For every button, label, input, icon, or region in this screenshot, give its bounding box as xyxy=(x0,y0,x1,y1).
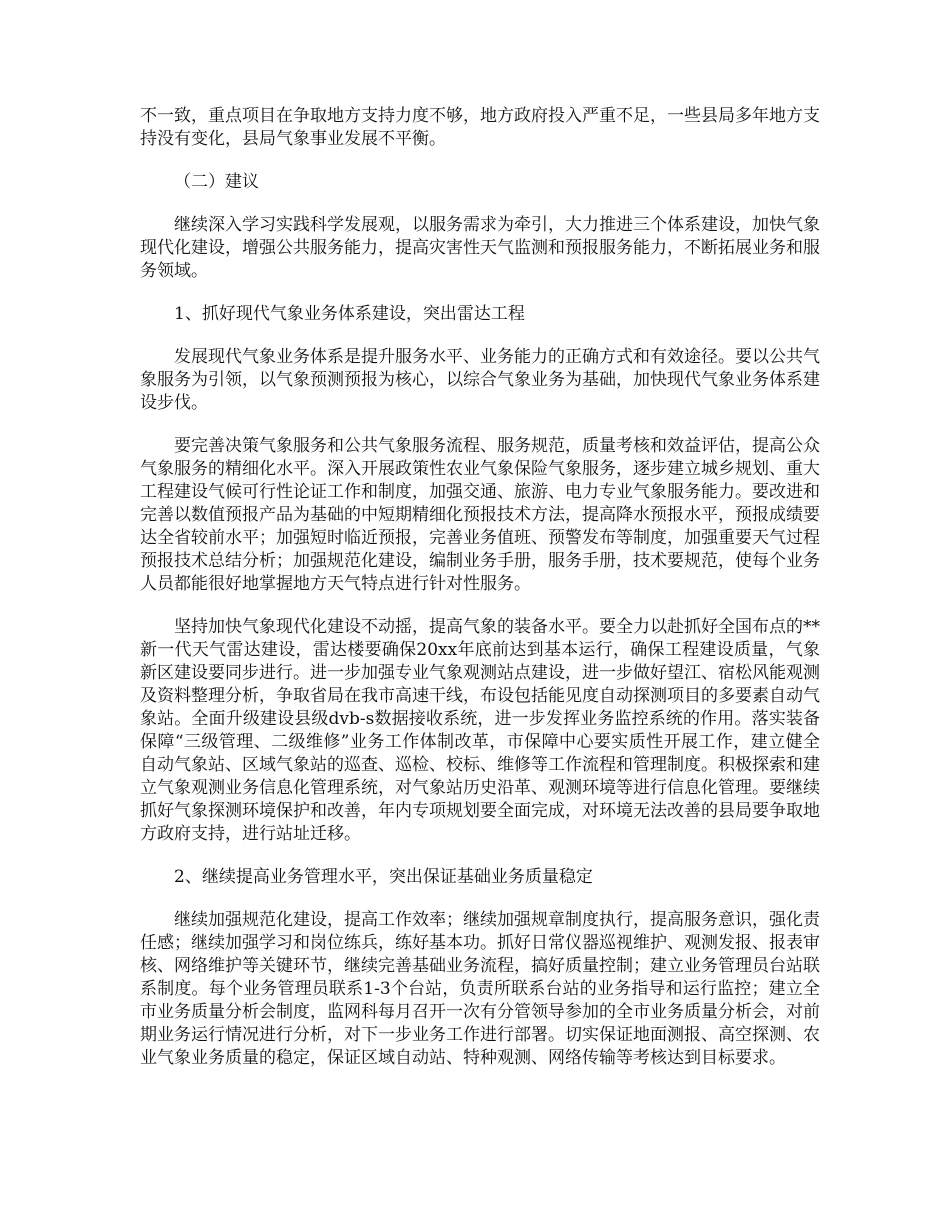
paragraph-standardization: 继续加强规范化建设，提高工作效率；继续加强规章制度执行，提高服务意识，强化责任感；继续加强学习和岗位练兵，练好基本功。抓好日常仪器巡视维护、观测发报、报表审核、网络维护等关键环节，继续完善基础业务流程，搞好质量控制；建立业务管理员台站联系制度。每个业务管理员联系1-3个台站，负责所联系台站的业务指导和运行监控；建立全市业务质量分析会制度，监网科每月召开一次有分管领导参加的全市业务质量分析会，对前期业务运行情况进行分析，对下一步业务工作进行部署。切实保证地面测报、高空探测、农业气象业务质量的稳定，保证区域自动站、特种观测、网络传输等考核达到目标要求。 xyxy=(140,910,820,1068)
paragraph-continuation: 不一致，重点项目在争取地方支持力度不够，地方政府投入严重不足，一些县局多年地方支持没有变化，县局气象事业发展不平衡。 xyxy=(140,106,820,149)
paragraph-service-process: 要完善决策气象服务和公共气象服务流程、服务规范，质量考核和效益评估，提高公众气象服务的精细化水平。深入开展政策性农业气象保险气象服务，逐步建立城乡规划、重大工程建设气候可行性论证工作和制度，加强交通、旅游、电力专业气象服务能力。要改进和完善以数值预报产品为基础的中短期精细化预报技术方法，提高降水预报水平，预报成绩要达全省较前水平；加强短时临近预报，完善业务值班、预警发布等制度，加强重要天气过程预报技术总结分析；加强规范化建设，编制业务手册，服务手册，技术要规范，使每个业务人员都能很好地掌握地方天气特点进行针对性服务。 xyxy=(140,436,820,594)
section-heading-suggestions: （二）建议 xyxy=(174,172,259,192)
paragraph-suggestions-intro: 继续深入学习实践科学发展观，以服务需求为牵引，大力推进三个体系建设，加快气象现代化建设，增强公共服务能力，提高灾害性天气监测和预报服务能力，不断拓展业务和服务领域。 xyxy=(140,215,820,281)
document-body xyxy=(140,105,820,1090)
subheading-2: 2、继续提高业务管理水平，突出保证基础业务质量稳定 xyxy=(174,867,593,887)
paragraph-modern-system: 发展现代气象业务体系是提升服务水平、业务能力的正确方式和有效途径。要以公共气象服务为引领，以气象预测预报为核心，以综合气象业务为基础，加快现代气象业务体系建设步伐。 xyxy=(140,347,820,413)
subheading-1: 1、抓好现代气象业务体系建设，突出雷达工程 xyxy=(174,304,525,324)
paragraph-modernization: 坚持加快气象现代化建设不动摇，提高气象的装备水平。要全力以赴抓好全国布点的**新一代天气雷达建设，雷达楼要确保20xx年底前达到基本运行，确保工程建设质量，气象新区建设要同步进行。进一步加强专业气象观测站点建设，进一步做好望江、宿松风能观测及资料整理分析，争取省局在我市高速干线，布设包括能见度自动探测项目的多要素自动气象站。全面升级建设县级dvb-s数据接收系统，进一步发挥业务监控系统的作用。落实装备保障“三级管理、二级维修”业务工作体制改革，市保障中心要实质性开展工作，建立健全自动气象站、区域气象站的巡查、巡检、校标、维修等工作流程和管理制度。积极探索和建立气象观测业务信息化管理系统，对气象站历史沿革、观测环境等进行信息化管理。要继续抓好气象探测环境保护和改善，年内专项规划要全面完成，对环境无法改善的县局要争取地方政府支持，进行站址迁移。 xyxy=(140,617,820,844)
